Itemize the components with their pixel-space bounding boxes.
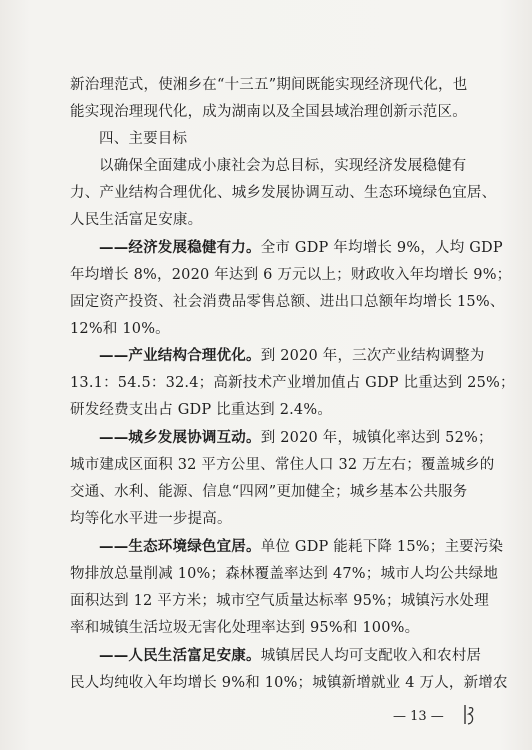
text-line: 13.1：54.5：32.4；高新技术产业增加值占 GDP 比重达到 25%； bbox=[70, 375, 515, 391]
goal-heading-line: ——城乡发展协调互动。到 2020 年，城镇化率达到 52%； bbox=[99, 430, 493, 446]
text-line: 均等化水平进一步提高。 bbox=[70, 511, 232, 527]
text-line: 年均增长 8%，2020 年达到 6 万元以上；财政收入年均增长 9%； bbox=[70, 267, 512, 283]
goal-dash: —— bbox=[99, 539, 129, 555]
text-line: 以确保全面建成小康社会为总目标，实现经济发展稳健有 bbox=[99, 158, 467, 174]
goal-heading-line: ——产业结构合理优化。到 2020 年，三次产业结构调整为 bbox=[99, 348, 485, 364]
goal-dash: —— bbox=[99, 348, 129, 364]
goal-title: 城乡发展协调互动。 bbox=[128, 430, 261, 446]
goal-heading-line: ——生态环境绿色宜居。单位 GDP 能耗下降 15%；主要污染 bbox=[99, 539, 504, 555]
text-line: 民人均纯收入年均增长 9%和 10%；城镇新增就业 4 万人，新增农 bbox=[70, 675, 508, 691]
goal-heading-line: ——人民生活富足安康。城镇居民人均可支配收入和农村居 bbox=[99, 648, 482, 664]
text-line: 固定资产投资、社会消费品零售总额、进出口总额年均增长 15%、 bbox=[70, 294, 505, 310]
goal-heading-line: ——经济发展稳健有力。全市 GDP 年均增长 9%，人均 GDP bbox=[99, 240, 503, 256]
text-line: 面积达到 12 平方米；城市空气质量达标率 95%；城镇污水处理 bbox=[70, 593, 489, 609]
goal-title: 产业结构合理优化。 bbox=[128, 348, 261, 364]
text-line: 力、产业结构合理优化、城乡发展协调互动、生态环境绿色宜居、 bbox=[70, 185, 497, 201]
section-heading: 四、主要目标 bbox=[99, 131, 188, 147]
goal-title: 经济发展稳健有力。 bbox=[128, 240, 261, 256]
text-line: 新治理范式，使湘乡在“十三五”期间既能实现经济现代化，也 bbox=[70, 77, 468, 93]
text-line: 研发经费支出占 GDP 比重达到 2.4%。 bbox=[70, 402, 333, 418]
text-line: 城市建成区面积 32 平方公里、常住人口 32 万左右；覆盖城乡的 bbox=[70, 457, 495, 473]
text-line: 能实现治理现代化，成为湖南以及全国县域治理创新示范区。 bbox=[70, 104, 467, 120]
page-number: — 13 — bbox=[393, 709, 444, 724]
goal-dash: —— bbox=[99, 240, 129, 256]
text-line: 人民生活富足安康。 bbox=[70, 212, 203, 228]
handwritten-mark-icon bbox=[462, 702, 476, 728]
goal-dash: —— bbox=[99, 430, 129, 446]
text-line: 交通、水利、能源、信息“四网”更加健全；城乡基本公共服务 bbox=[70, 484, 468, 500]
text-line: 12%和 10%。 bbox=[70, 321, 170, 337]
goal-title: 生态环境绿色宜居。 bbox=[128, 539, 261, 555]
goal-title: 人民生活富足安康。 bbox=[128, 648, 261, 664]
text-line: 率和城镇生活垃圾无害化处理率达到 95%和 100%。 bbox=[70, 620, 420, 636]
text-line: 物排放总量削减 10%；森林覆盖率达到 47%；城市人均公共绿地 bbox=[70, 566, 499, 582]
goal-dash: —— bbox=[99, 648, 129, 664]
